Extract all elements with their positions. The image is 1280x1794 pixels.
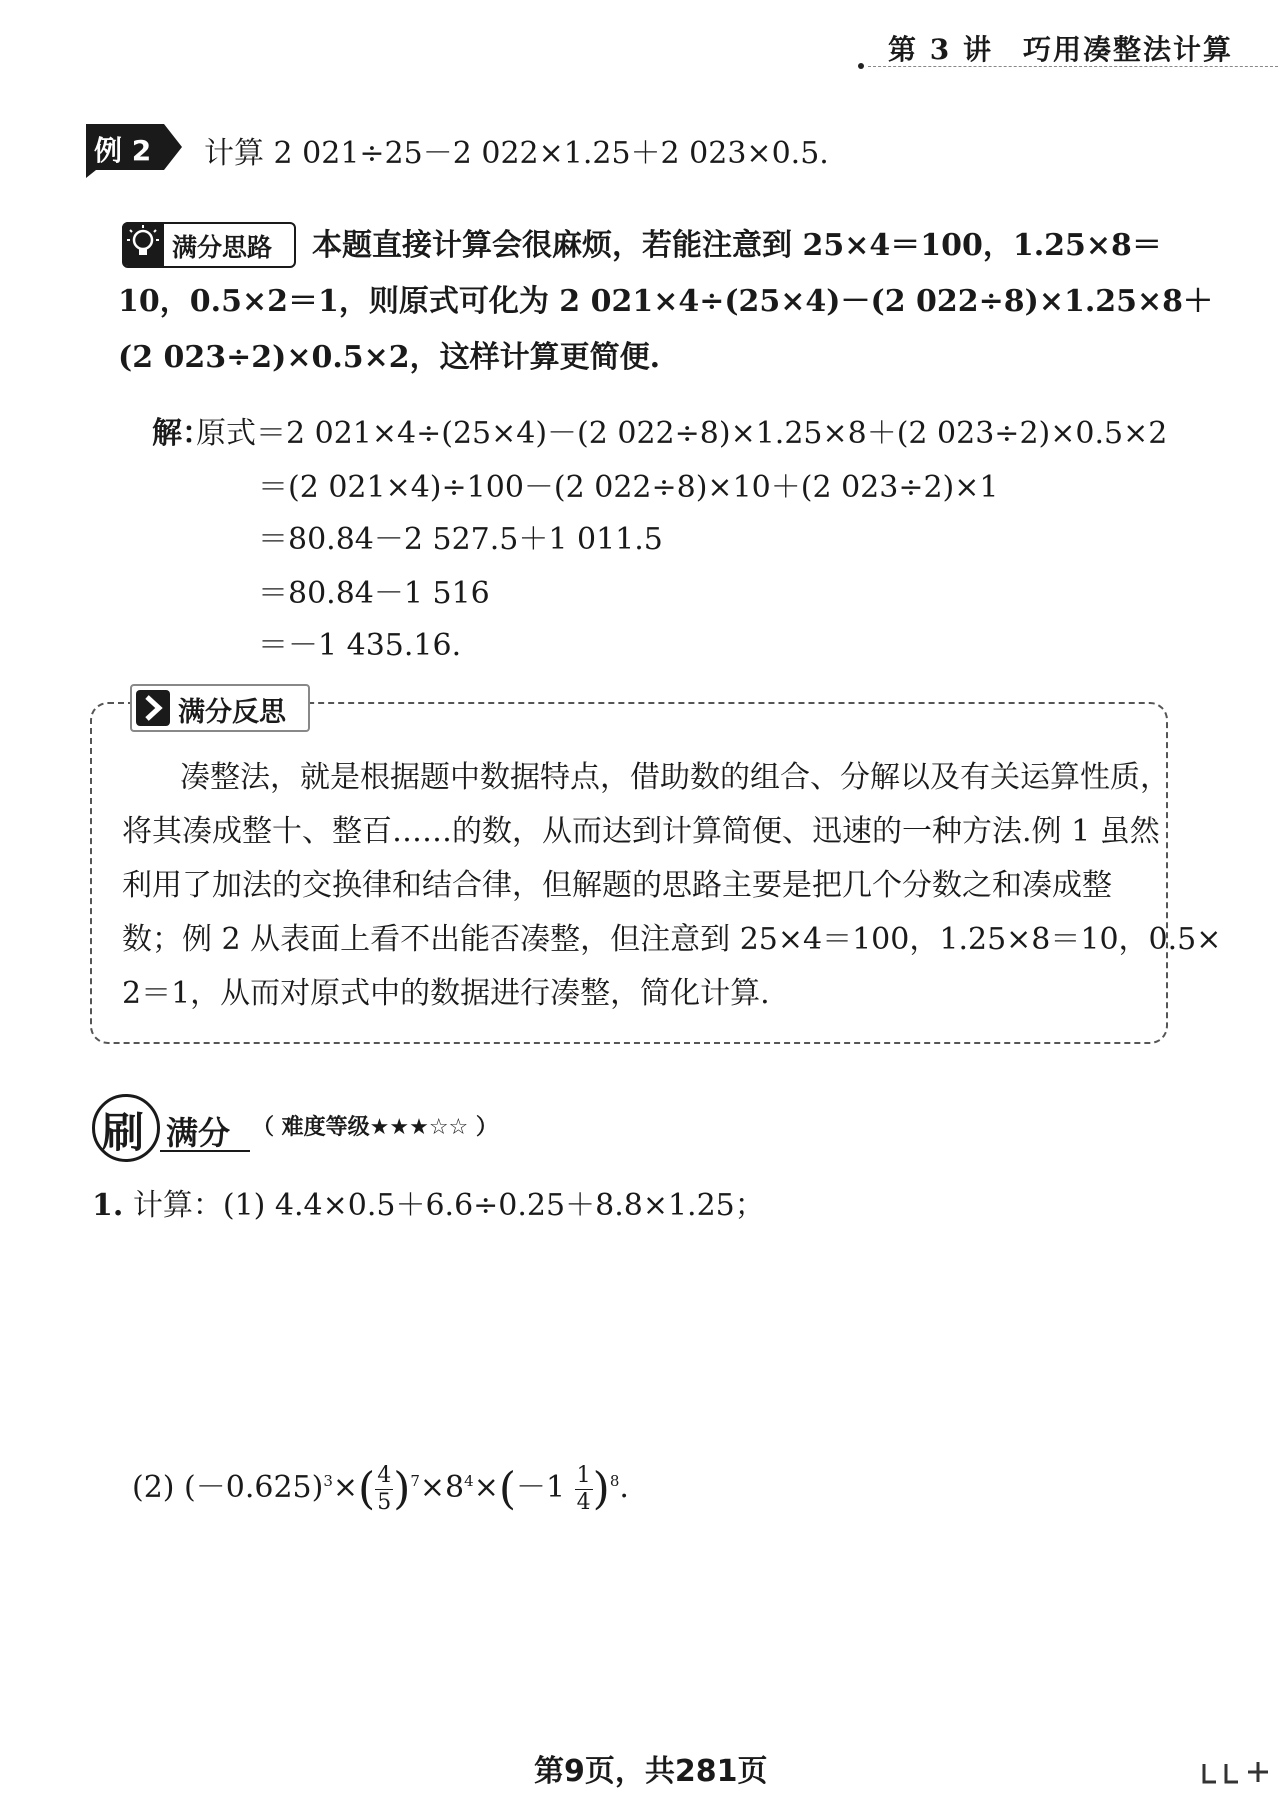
times-sign: × (332, 1470, 359, 1505)
idea-line: 10，0.5×2＝1，则原式可化为 2 021×4÷(25×4)－(2 022÷8)×1.25×8＋ (118, 284, 1214, 319)
page-edge-marks (1200, 1758, 1274, 1788)
solution-line: ＝(2 021×4)÷100－(2 022÷8)×10＋(2 023÷2)×1 (258, 470, 999, 505)
example-question: 计算 2 021÷25－2 022×1.25＋2 023×0.5. (204, 136, 829, 171)
times-sign: × (473, 1470, 499, 1505)
solution-line: ＝－1 435.16. (258, 628, 462, 663)
exponent: 3 (323, 1472, 333, 1490)
fraction: $\frac{1}{4}$ (576, 1462, 591, 1515)
expr-neg: －1 (516, 1470, 566, 1505)
reflection-line: 将其凑成整十、整百……的数，从而达到计算简便、迅速的一种方法.例 1 虽然 (122, 814, 1160, 849)
practice-underline (160, 1150, 250, 1152)
solution-line: 原式＝2 021×4÷(25×4)－(2 022÷8)×1.25×8＋(2 023÷2)×0.5×2 (196, 416, 1168, 451)
reflection-line: 数；例 2 从表面上看不出能否凑整，但注意到 25×4＝100，1.25×8＝10，0.5× (122, 922, 1222, 957)
exponent: 8 (609, 1472, 620, 1490)
idea-line: 本题直接计算会很麻烦，若能注意到 25×4＝100，1.25×8＝ (312, 228, 1162, 263)
solution-line: ＝80.84－2 527.5＋1 011.5 (258, 522, 663, 557)
question-text: 计算：(1) 4.4×0.5＋6.6÷0.25＋8.8×1.25； (132, 1188, 765, 1223)
lightbulb-icon (122, 222, 164, 266)
reflection-line: 利用了加法的交换律和结合律，但解题的思路主要是把几个分数之和凑成整 (122, 868, 1112, 903)
practice-title: 满分 (166, 1114, 231, 1152)
expr-mid: ×8 (419, 1470, 465, 1505)
part-label: (2) (132, 1470, 175, 1505)
solution-line: ＝80.84－1 516 (258, 576, 490, 611)
solution-prefix: 解： (152, 416, 212, 451)
example-badge-label: 例 2 (94, 134, 152, 167)
reflection-line: 2＝1，从而对原式中的数据进行凑整，简化计算. (122, 976, 770, 1011)
difficulty-rating: （ 难度等级★★★☆☆ ） (252, 1115, 498, 1140)
reflection-tag (130, 684, 310, 732)
page-indicator: 第9页，共281页 (534, 1754, 768, 1789)
idea-line: (2 023÷2)×0.5×2，这样计算更简便. (118, 340, 661, 375)
exponent: 7 (410, 1472, 420, 1490)
idea-tag (122, 222, 296, 268)
chapter-title: 第 3 讲 巧用凑整法计算 (888, 33, 1233, 66)
reflection-tag-label: 满分反思 (178, 697, 286, 728)
question-number: 1. (92, 1188, 124, 1223)
practice-char: 刷 (102, 1108, 145, 1157)
chevron-right-icon (136, 690, 170, 726)
idea-tag-label: 满分思路 (172, 233, 273, 262)
fraction: $\frac{4}{5}$ (377, 1462, 392, 1515)
exponent: 4 (464, 1472, 474, 1490)
header-dot (858, 63, 864, 69)
expr-base: (－0.625) (184, 1470, 324, 1505)
reflection-line: 凑整法，就是根据题中数据特点，借助数的组合、分解以及有关运算性质， (180, 760, 1170, 795)
example-badge (86, 124, 178, 170)
question-1-part-2: (2) $(-0.625)^3\times$( $\frac{4}{5}$ )$^7\times 8^4\times(-1$ $\frac{1}{4}$ )$^8$. (132, 1462, 629, 1515)
question-1 (92, 1180, 765, 1224)
